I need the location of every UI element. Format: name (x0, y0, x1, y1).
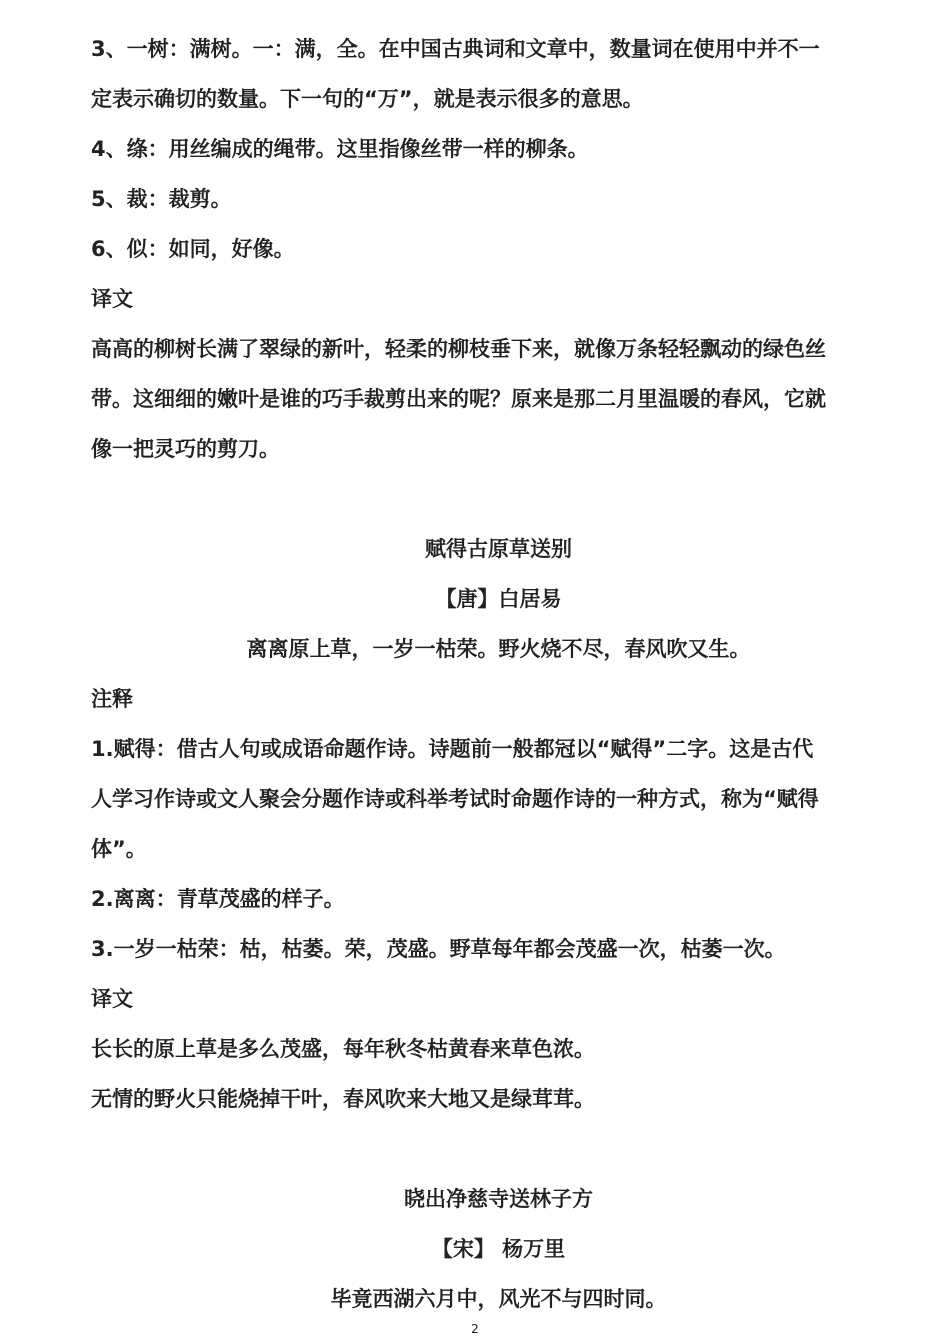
poem-2-note-1-line-3: 体”。 (91, 837, 147, 861)
poem-2-title: 赋得古原草送别 (425, 537, 572, 561)
translation-2-line-1: 长长的原上草是多么茂盛，每年秋冬枯黄春来草色浓。 (91, 1037, 595, 1061)
section-gap-2 (91, 1124, 906, 1174)
note-5: 5、裁：裁剪。 (91, 187, 232, 211)
poem-2-author: 【唐】白居易 (435, 587, 562, 611)
note-3-line-1: 3、一树：满树。一：满，全。在中国古典词和文章中，数量词在使用中并不一 (91, 37, 820, 61)
notes-section-1 (91, 24, 906, 274)
notes-heading-2: 注释 (91, 687, 133, 711)
translation-1-line-3: 像一把灵巧的剪刀。 (91, 437, 280, 461)
translation-1-line-2: 带。这细细的嫩叶是谁的巧手裁剪出来的呢？原来是那二月里温暖的春风，它就 (91, 387, 826, 411)
poem-3-author: 【宋】 杨万里 (431, 1237, 566, 1261)
translation-heading-1: 译文 (91, 287, 133, 311)
section-gap-1 (91, 474, 906, 524)
note-3-line-2: 定表示确切的数量。下一句的“万”，就是表示很多的意思。 (91, 87, 644, 111)
translation-1-line-1: 高高的柳树长满了翠绿的新叶，轻柔的柳枝垂下来，就像万条轻轻飘动的绿色丝 (91, 337, 826, 361)
poem-2-text: 离离原上草，一岁一枯荣。野火烧不尽，春风吹又生。 (246, 637, 751, 661)
poem-2-note-1-line-1: 1.赋得：借古人句或成语命题作诗。诗题前一般都冠以“赋得”二字。这是古代 (91, 737, 814, 761)
poem-3-title: 晓出净慈寺送林子方 (404, 1187, 593, 1211)
translation-2-line-2: 无情的野火只能烧掉干叶，春风吹来大地又是绿茸茸。 (91, 1087, 595, 1111)
poem-2-note-1-line-2: 人学习作诗或文人聚会分题作诗或科举考试时命题作诗的一种方式，称为“赋得 (91, 787, 819, 811)
translation-1 (91, 324, 906, 474)
document-page (91, 0, 906, 1324)
poem-3-text: 毕竟西湖六月中，风光不与四时同。 (330, 1287, 667, 1311)
note-4: 4、绦：用丝编成的绳带。这里指像丝带一样的柳条。 (91, 137, 589, 161)
poem-2-note-2: 2.离离：青草茂盛的样子。 (91, 887, 345, 911)
translation-heading-2: 译文 (91, 987, 133, 1011)
poem-2-note-3: 3.一岁一枯荣：枯，枯萎。荣，茂盛。野草每年都会茂盛一次，枯萎一次。 (91, 937, 786, 961)
note-6: 6、似：如同，好像。 (91, 237, 295, 261)
page-number: 2 (471, 1322, 479, 1336)
